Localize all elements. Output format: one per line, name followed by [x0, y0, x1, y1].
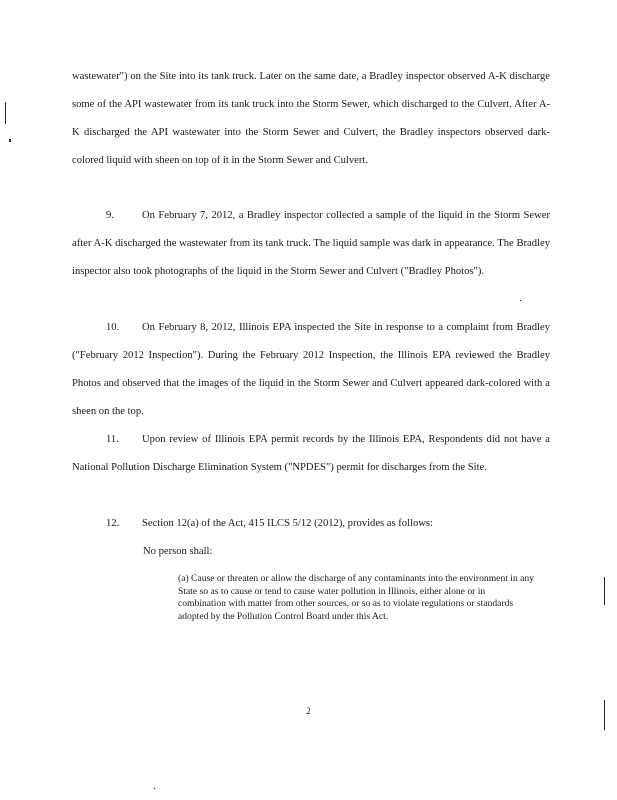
paragraph-text: On February 7, 2012, a Bradley inspector collected a sample of the liquid in the Storm Sewer after A-K discharged the wastewater from its tank truck. The liquid sample was dark in appearance. The Bradley inspector also took photographs of the liquid in the Storm Sewer and Culvert ("Bradley Photos").	[72, 210, 550, 277]
paragraph-number: 12.	[106, 518, 120, 529]
lead-in: No person shall:	[143, 546, 213, 557]
paragraph-12	[72, 510, 550, 538]
continued-paragraph: wastewater") on the Site into its tank truck. Later on the same date, a Bradley inspector observed A-K discharge some of the API wastewater from its tank truck into the Storm Sewer, which discharged to the Culvert. After A-K discharged the API wastewater into the Storm Sewer and Culvert, the Bradley inspectors observed dark-colored liquid with sheen on top of it in the Storm Sewer and Culvert.	[72, 71, 550, 166]
scan-mark	[604, 700, 605, 730]
paragraph-text: Upon review of Illinois EPA permit records by the Illinois EPA, Respondents did not have a National Pollution Discharge Elimination System ("NPDES") permit for discharges from the Site.	[72, 434, 550, 473]
scan-mark	[154, 788, 155, 789]
scan-mark	[604, 577, 605, 605]
paragraph-text: On February 8, 2012, Illinois EPA inspected the Site in response to a complaint from Bradley ("February 2012 Inspection"). During the February 2012 Inspection, the Illinois EPA reviewed the Bradley Photos and observed that the images of the liquid in the Storm Sewer and Culvert appeared dark-colored with a sheen on the top.	[72, 322, 550, 417]
scan-mark	[5, 102, 6, 124]
scan-mark	[9, 139, 11, 142]
paragraph-11	[72, 426, 550, 482]
page-number: 2	[306, 706, 311, 716]
paragraph-10	[72, 314, 550, 426]
paragraph-number: 9.	[106, 210, 114, 221]
paragraph-text: Section 12(a) of the Act, 415 ILCS 5/12 (2012), provides as follows:	[142, 518, 433, 529]
block-quote: (a) Cause or threaten or allow the discharge of any contaminants into the environment in any State so as to cause or tend to cause water pollution in Illinois, either alone or in combination with matter from other sources, or so as to violate regulations or standards adopted by the Pollution Control Board under this Act.	[178, 573, 535, 622]
scan-mark	[520, 300, 521, 301]
paragraph-number: 10.	[106, 322, 120, 333]
paragraph-9	[72, 202, 550, 286]
paragraph-number: 11.	[106, 434, 119, 445]
